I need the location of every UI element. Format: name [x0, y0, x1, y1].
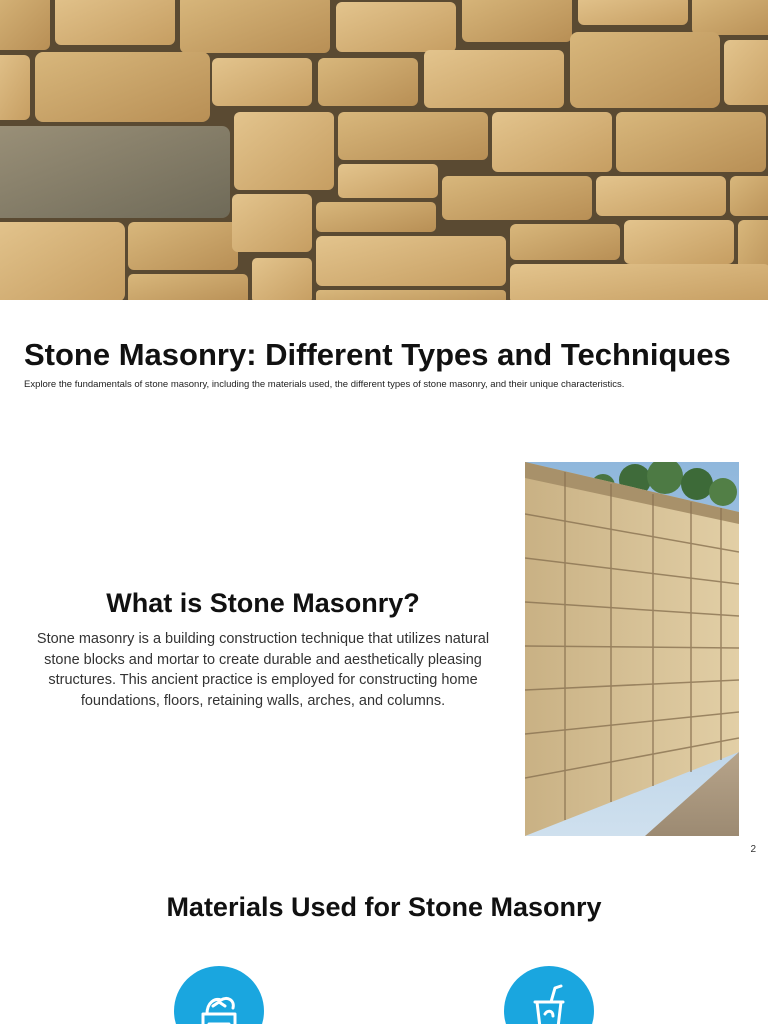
hero-stone-wall-image: [0, 0, 768, 300]
sandstone-wall-image: [525, 462, 739, 836]
page-subtitle: Explore the fundamentals of stone masonry, including the materials used, the different types of stone masonry, and their unique characteristics.: [24, 379, 625, 390]
materials-heading: Materials Used for Stone Masonry: [166, 892, 602, 922]
truck-icon: [174, 966, 264, 1024]
what-is-heading: What is Stone Masonry?: [106, 588, 420, 618]
what-is-section: [24, 585, 502, 711]
title-block: [24, 335, 754, 390]
page-number: 2: [750, 844, 756, 855]
mortar-cup-icon: [504, 966, 594, 1024]
what-is-body: Stone masonry is a building construction technique that utilizes natural stone blocks and mortar to create durable and aesthetically pleasing structures. This ancient practice is employed for constructing home foundations, floors, retaining walls, arches, and columns.: [36, 631, 490, 709]
page-title: Stone Masonry: Different Types and Techniques: [24, 337, 731, 372]
